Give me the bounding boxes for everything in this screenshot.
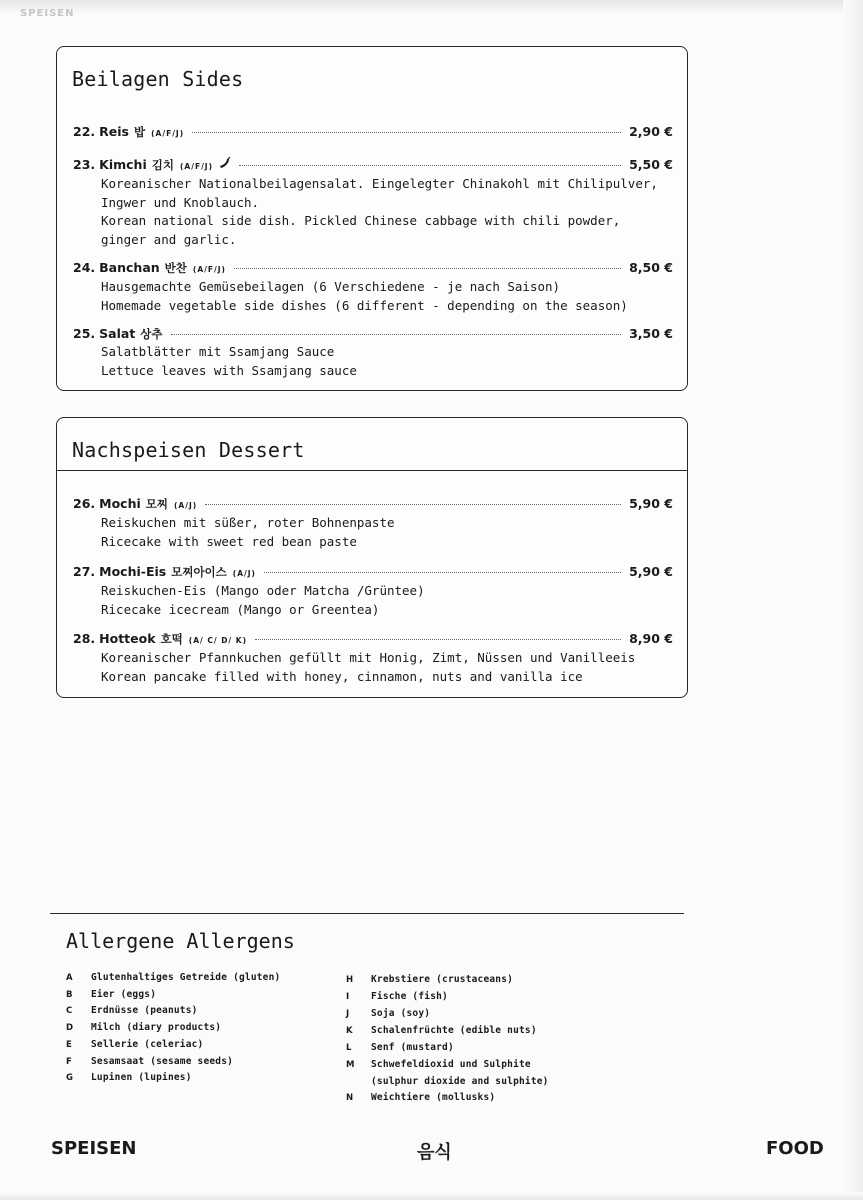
item-description: Homemade vegetable side dishes (6 different - depending on the season) [101,297,628,313]
allergen-letter: N [346,1093,354,1103]
page-edge-shadow-right [843,0,863,1200]
allergen-codes: (A/J) [174,501,198,510]
dot-leader [205,504,621,505]
allergen-name: Sellerie (celeriac) [91,1039,204,1050]
allergen-letter: I [346,992,350,1002]
allergen-name: (sulphur dioxide and sulphite) [371,1076,549,1087]
menu-item-28 [73,630,673,686]
previous-page-tab: SPEISEN [20,8,75,19]
item-description: Hausgemachte Gemüsebeilagen (6 Verschiedene - je nach Saison) [101,279,561,294]
dot-leader [264,572,621,573]
item-description: ginger and garlic. [101,231,237,247]
item-description: Reiskuchen mit süßer, roter Bohnenpaste [101,515,395,530]
allergen-row [346,991,448,1002]
allergen-name: Lupinen (lupines) [91,1072,192,1083]
item-title-line [73,563,673,582]
item-description: Koreanischer Nationalbeilagensalat. Eingelegter Chinakohl mit Chilipulver, [101,176,658,191]
allergen-row [346,1076,549,1087]
item-name: Mochi-Eis [99,564,167,579]
allergen-row [66,1056,233,1067]
item-description: Ingwer und Knoblauch. [101,194,260,210]
allergen-codes: (A/F/J) [192,265,226,274]
allergen-letter: D [66,1023,74,1033]
page-edge-shadow [0,0,863,14]
item-number: 24. [73,260,96,275]
sides-title-en: Sides [182,67,244,91]
menu-item-27 [73,563,673,619]
item-price: 5,50 € [629,157,673,172]
chili-pepper-icon [219,156,231,168]
section-title-divider [57,470,687,471]
allergen-letter: B [66,990,73,1000]
item-description: Ricecake with sweet red bean paste [101,533,357,549]
allergens-title-de: Allergene [66,929,175,953]
menu-item-24 [73,259,673,315]
footer-korean: 음식 [417,1142,452,1163]
allergen-row [66,989,156,1000]
menu-item-25 [73,325,673,380]
item-description: Korean pancake filled with honey, cinnamon, nuts and vanilla ice [101,668,583,684]
item-title-line [73,123,673,142]
item-number: 23. [73,157,96,172]
item-description: Lettuce leaves with Ssamjang sauce [101,362,357,378]
item-number: 26. [73,496,96,511]
item-name: Kimchi [99,157,147,172]
page-edge-shadow-bottom [0,1192,863,1200]
item-title-line [73,156,673,175]
allergen-name: Erdnüsse (peanuts) [91,1005,198,1016]
allergen-name: Weichtiere (mollusks) [371,1092,496,1103]
allergen-row [346,1008,430,1019]
dot-leader [255,639,621,640]
item-price: 8,50 € [629,260,673,275]
allergen-row [346,1092,495,1103]
item-title-line [73,495,673,514]
dessert-title-de: Nachspeisen [72,438,207,462]
sides-title-de: Beilagen [72,67,170,91]
allergens-title [66,929,295,953]
item-number: 22. [73,124,96,139]
allergen-row [66,1039,203,1050]
allergen-name: Soja (soy) [371,1008,431,1019]
item-korean-name: 상추 [140,327,163,341]
allergen-name: Glutenhaltiges Getreide (gluten) [91,972,281,983]
allergen-codes: (A/ C/ D/ K) [188,636,248,645]
allergen-letter: A [66,973,73,983]
allergen-name: Schalenfrüchte (edible nuts) [371,1025,537,1036]
dessert-title-en: Dessert [218,438,305,462]
allergen-name: Eier (eggs) [91,989,157,1000]
allergen-codes: (A/F/J) [151,129,185,138]
dot-leader [239,165,621,166]
allergens-divider [50,913,684,914]
menu-item-26 [73,495,673,551]
allergen-name: Krebstiere (crustaceans) [371,974,514,985]
sides-section-title [72,67,243,91]
item-description: Ricecake icecream (Mango or Greentea) [101,601,380,617]
item-name: Banchan [99,260,160,275]
item-price: 5,90 € [629,564,673,579]
item-korean-name: 김치 [151,158,174,172]
dot-leader [192,132,621,133]
allergen-row [346,1042,454,1053]
menu-item-22 [73,123,673,142]
allergen-row [66,972,280,983]
item-name: Reis [99,124,129,139]
footer-food: FOOD [766,1138,824,1159]
allergen-name: Schwefeldioxid und Sulphite [371,1059,531,1070]
item-title-line [73,630,673,649]
allergen-letter: J [346,1009,350,1019]
item-korean-name: 밥 [133,125,146,139]
item-korean-name: 호떡 [160,632,183,646]
item-number: 25. [73,326,96,341]
allergen-name: Milch (diary products) [91,1022,222,1033]
allergen-letter: K [346,1026,353,1036]
allergen-letter: L [346,1043,352,1053]
item-title-line [73,325,673,343]
allergen-letter: C [66,1006,73,1016]
allergen-letter: E [66,1040,72,1050]
item-korean-name: 모찌아이스 [171,565,227,579]
allergen-codes: (A/J) [232,569,256,578]
item-description: Korean national side dish. Pickled Chinese cabbage with chili powder, [101,213,621,228]
item-name: Hotteok [99,631,156,646]
item-description: Koreanischer Pfannkuchen gefüllt mit Honig, Zimt, Nüssen und Vanilleeis [101,650,636,665]
sides-section [56,46,688,391]
item-price: 8,90 € [629,631,673,646]
item-price: 5,90 € [629,496,673,511]
allergen-row [66,1072,192,1083]
allergen-row [346,974,513,985]
allergen-row [346,1059,531,1070]
allergen-row [346,1025,537,1036]
menu-item-23 [73,156,673,249]
item-title-line [73,259,673,278]
allergen-codes: (A/F/J) [179,162,214,171]
allergen-row [66,1005,198,1016]
allergen-name: Sesamsaat (sesame seeds) [91,1056,234,1067]
allergen-name: Fische (fish) [371,991,448,1002]
allergens-title-en: Allergens [186,929,295,953]
dessert-section-title [72,438,305,462]
item-description: Reiskuchen-Eis (Mango oder Matcha /Grüntee) [101,583,425,598]
allergen-letter: H [346,975,354,985]
dot-leader [234,268,621,269]
item-price: 3,50 € [629,326,673,341]
item-number: 27. [73,564,96,579]
allergen-letter: M [346,1060,355,1070]
item-korean-name: 반찬 [164,261,187,275]
dot-leader [171,334,622,335]
item-number: 28. [73,631,96,646]
allergen-name: Senf (mustard) [371,1042,454,1053]
allergen-row [66,1022,221,1033]
item-name: Mochi [99,496,141,511]
allergen-letter: F [66,1057,72,1067]
item-description: Salatblätter mit Ssamjang Sauce [101,344,335,359]
item-korean-name: 모찌 [145,497,168,511]
dessert-section [56,417,688,698]
item-price: 2,90 € [629,124,673,139]
footer-speisen: SPEISEN [51,1138,137,1159]
allergen-letter: G [66,1073,73,1083]
item-name: Salat [99,326,136,341]
